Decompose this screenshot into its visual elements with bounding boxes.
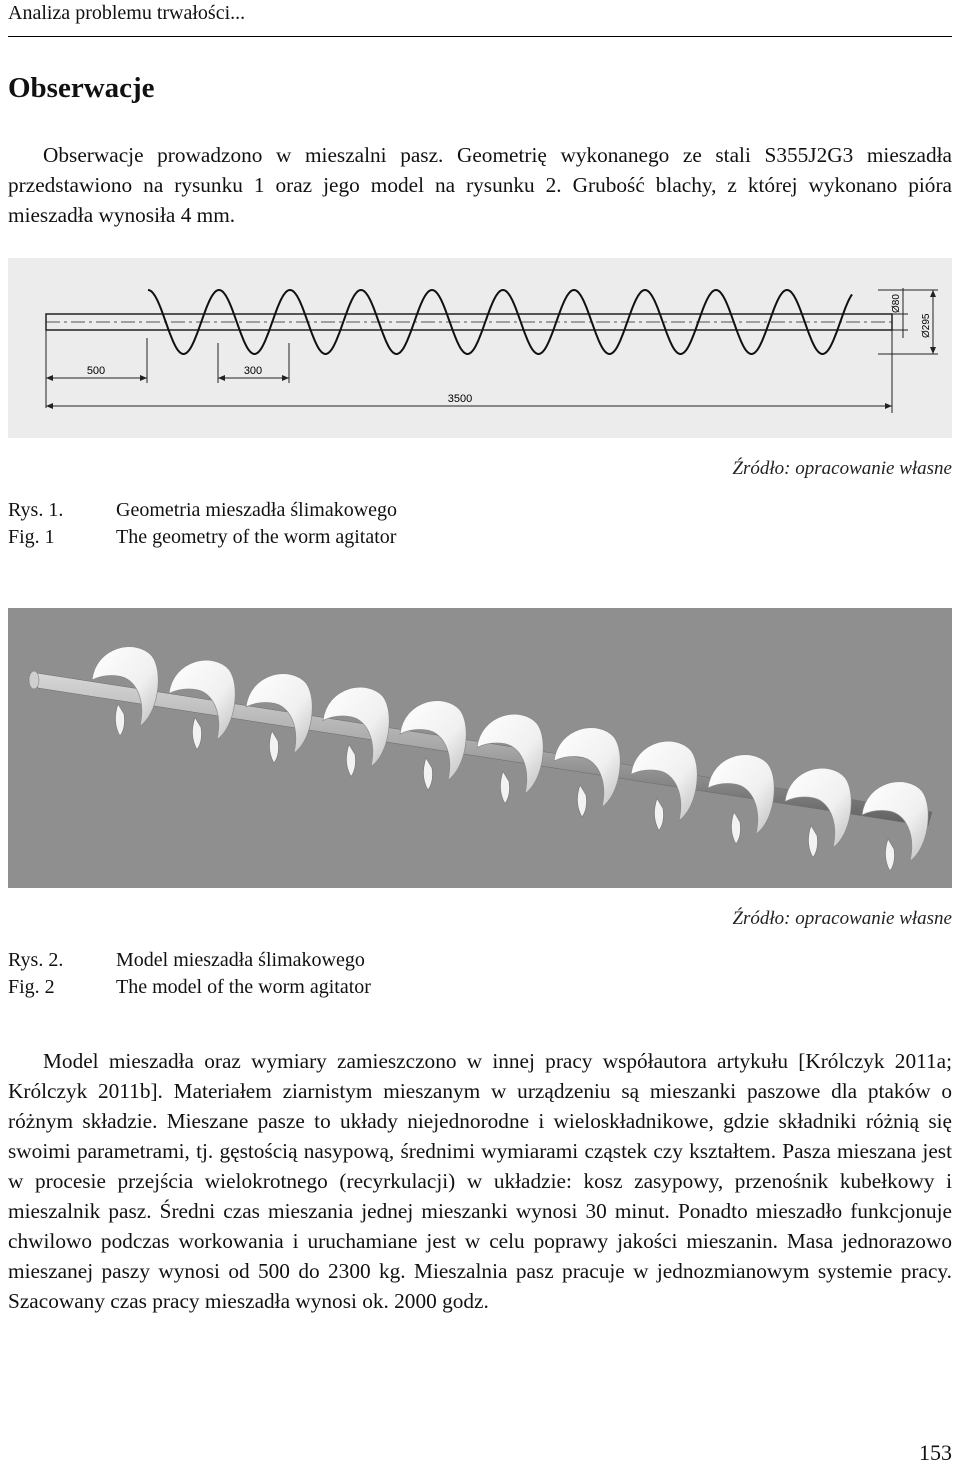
blade-tail	[346, 745, 355, 777]
blade-tail	[808, 826, 817, 858]
dim-500-label: 500	[86, 365, 106, 377]
shaft-3d	[30, 672, 932, 826]
caption-text-pl: Model mieszadła ślimakowego	[116, 949, 365, 971]
figure-1-drawing	[8, 258, 952, 438]
figure-2-model	[8, 608, 952, 888]
dim-shaft-diameter-label: Ø80	[891, 294, 902, 313]
caption-text-pl: Geometria mieszadła ślimakowego	[116, 499, 398, 521]
blade-tail	[192, 718, 201, 750]
figure-1-source: Źródło: opracowanie własne	[732, 458, 952, 479]
agitator-geometry-drawing	[8, 258, 952, 438]
blade-tail	[731, 812, 740, 844]
caption-label-pl: Rys. 1.	[8, 499, 64, 521]
caption-label-en: Fig. 1	[8, 526, 55, 548]
caption-label-pl: Rys. 2.	[8, 949, 64, 971]
helix-blade	[862, 782, 928, 861]
page-number: 153	[919, 1440, 952, 1465]
blade-tail	[885, 839, 894, 871]
blade-tail	[577, 785, 586, 817]
header-rule	[8, 36, 952, 37]
dim-outer-diameter-label: Ø295	[921, 313, 932, 338]
caption-text-en: The model of the worm agitator	[116, 976, 371, 998]
section-title: Obserwacje	[8, 72, 155, 104]
dim-3500-label: 3500	[447, 393, 473, 405]
paragraph-body: Model mieszadła oraz wymiary zamieszczono w innej pracy współautora artykułu [Królczyk 2011a; Królczyk 2011b]. Materiałem ziarnistym mieszanym w urządzeniu są mieszanki paszowe dla ptaków o różnym składzie. Mieszane pasze to układy niejednorodne i wieloskładnikowe, gdzie składniki różnią się swoimi parametrami, tj. gęstością nasypową, średnimi wymiarami cząstek czy kształtem. Pasza mieszana jest w procesie przejścia wielokrotnego (recyrkulacji) w układzie: kosz zasypowy, przenośnik kubełkowy i mieszalnik pasz. Średni czas mieszania jednej mieszanki wynosi 30 minut. Ponadto mieszadło funkcjonuje chwilowo podczas workowania i uruchamiane jest w celu poprawy jakości mieszanin. Masa jednorazowo mieszanej paszy wynosi od 500 do 2300 kg. Mieszalnia pasz pracuje w jednozmianowym systemie pracy. Szacowany czas pracy mieszadła wynosi ok. 2000 godz.	[8, 1049, 952, 1313]
dim-300-label: 300	[243, 365, 263, 377]
running-title: Analiza problemu trwałości...	[8, 2, 246, 24]
paragraph-intro: Obserwacje prowadzono w mieszalni pasz. Geometrię wykonanego ze stali S355J2G3 mieszadła przedstawiono na rysunku 1 oraz jego model na rysunku 2. Grubość blachy, z której wykonano pióra mieszadła wynosiła 4 mm.	[8, 143, 952, 227]
caption-label-en: Fig. 2	[8, 976, 55, 998]
blade-tail	[654, 799, 663, 831]
blade-tail	[500, 772, 509, 804]
caption-text-en: The geometry of the worm agitator	[116, 526, 397, 548]
blade-tail	[423, 758, 432, 790]
figure-2-source: Źródło: opracowanie własne	[732, 908, 952, 929]
agitator-3d-model	[8, 608, 952, 888]
blade-tail	[115, 704, 124, 736]
blade-tail	[269, 731, 278, 763]
shaft-end	[29, 671, 39, 689]
